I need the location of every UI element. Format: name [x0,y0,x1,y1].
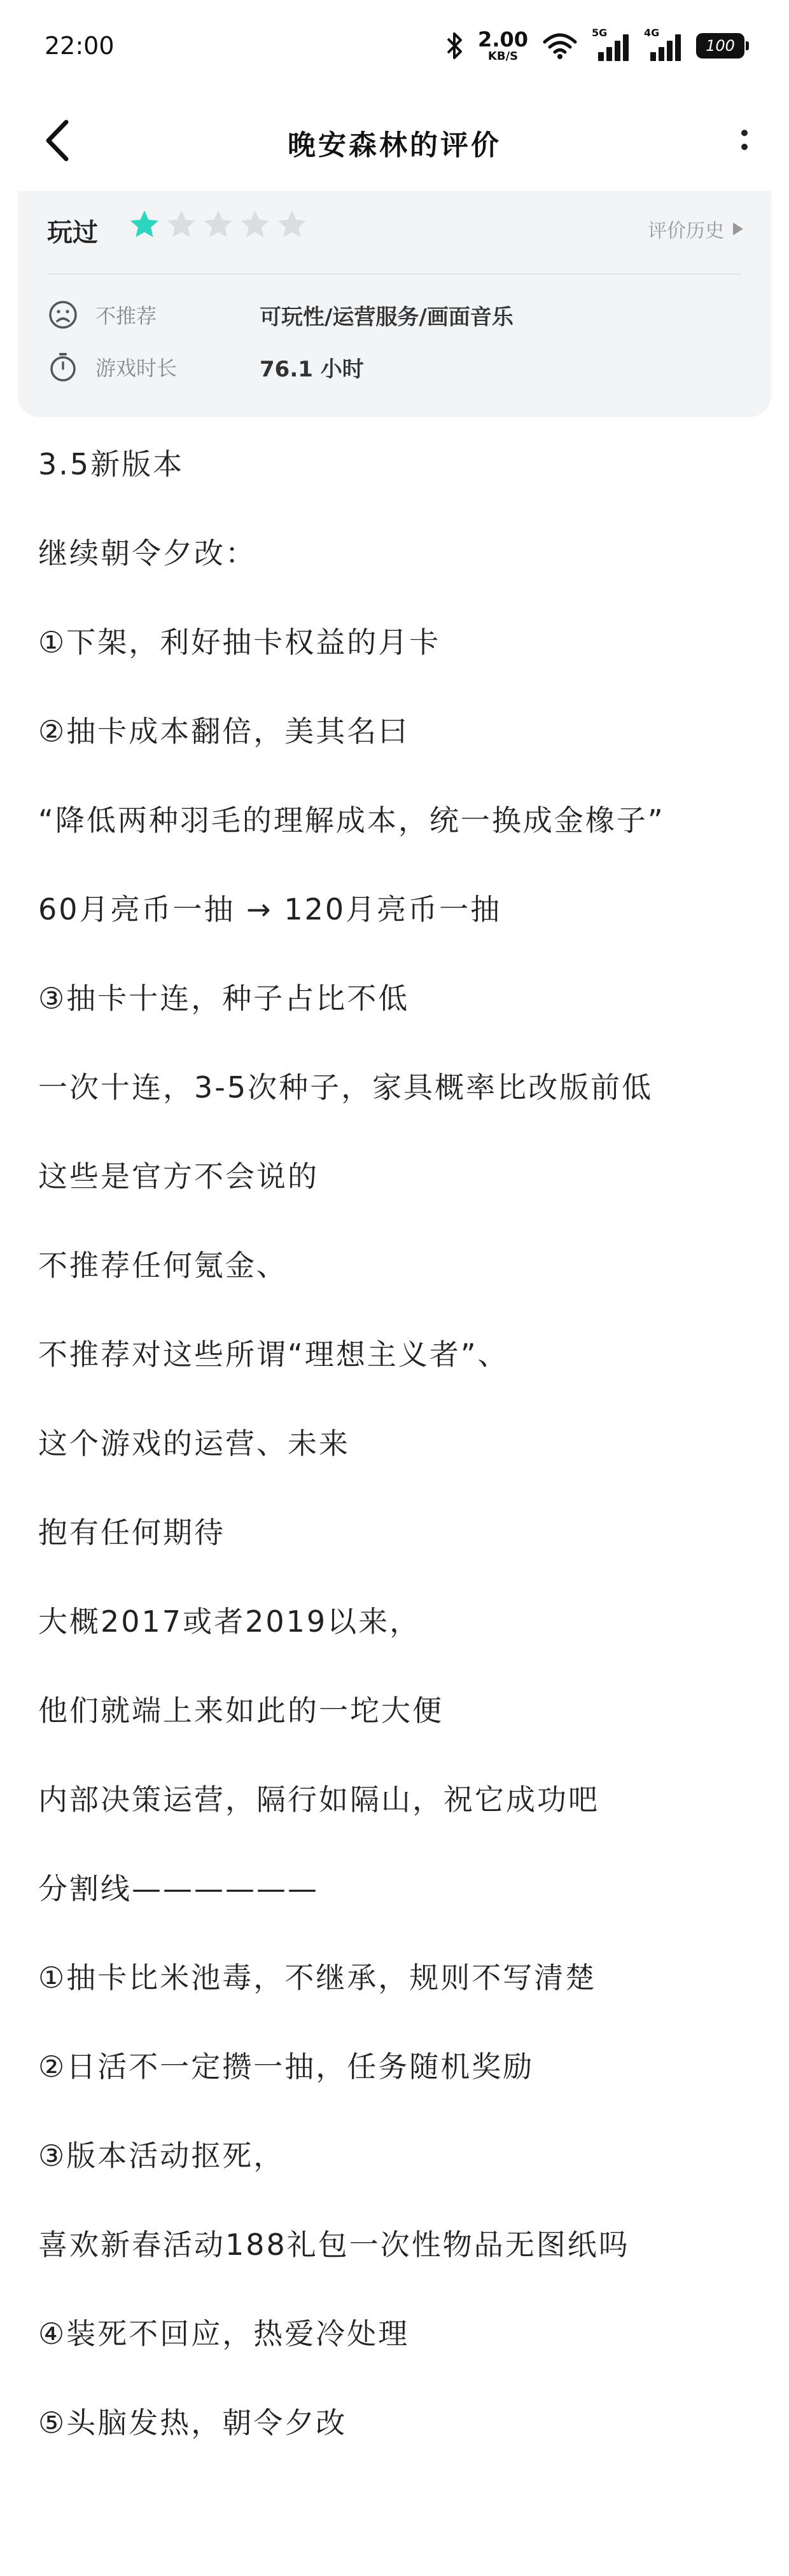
signal-4g-tag: 4G [644,27,660,39]
review-paragraph: ①下架，利好抽卡权益的月卡 [38,625,441,659]
status-icons [445,28,744,64]
review-paragraph: ③抽卡十连，种子占比不低 [38,981,410,1016]
played-label: 玩过 [47,218,98,247]
review-paragraph: ②日活不一定攒一抽，任务随机奖励 [38,2049,534,2084]
review-paragraph: 3.5新版本 [38,447,185,481]
review-paragraph: 这些是官方不会说的 [38,1159,319,1194]
play-triangle-icon [733,223,743,235]
star-filled-icon [129,209,160,240]
review-paragraph: ②抽卡成本翻倍，美其名曰 [38,714,410,748]
star-empty-icon [239,209,271,240]
more-options-button[interactable] [732,121,757,159]
network-speed [478,29,528,62]
review-paragraph: ①抽卡比米池毒，不继承，规则不写清楚 [38,1960,597,1995]
bluetooth-icon [445,30,464,62]
star-empty-icon [165,209,197,240]
more-dot-icon [741,144,748,150]
review-paragraph: 内部决策运营，隔行如隔山，祝它成功吧 [38,1782,599,1817]
star-empty-icon [276,209,308,240]
star-empty-icon [202,209,234,240]
recommend-row [47,299,513,331]
review-paragraph: 60月亮币一抽 → 120月亮币一抽 [38,892,502,926]
status-bar [0,0,789,95]
playtime-row [47,351,364,383]
recommend-value: 可玩性/运营服务/画面音乐 [260,304,513,330]
review-paragraph: 这个游戏的运营、未来 [38,1426,350,1461]
review-history-label: 评价历史 [648,220,724,242]
wifi-icon [542,32,578,60]
status-time: 22:00 [45,32,115,60]
review-paragraph: 他们就端上来如此的一坨大便 [38,1693,443,1728]
review-paragraph: ④装死不回应，热爱冷处理 [38,2317,410,2351]
review-paragraph: 分割线—————— [38,1871,319,1906]
battery-level: 100 [706,37,735,55]
signal-5g-tag: 5G [592,27,608,39]
network-speed-value: 2.00 [478,27,528,52]
more-dot-icon [741,130,748,136]
review-paragraph: 不推荐任何氪金、 [38,1248,288,1283]
battery-icon [696,33,744,59]
header [0,95,789,184]
stopwatch-icon [47,351,79,383]
review-paragraph: 抱有任何期待 [38,1515,225,1550]
review-paragraph: 不推荐对这些所谓“理想主义者”、 [38,1337,509,1372]
playtime-label: 游戏时长 [95,356,178,380]
signal-4g-icon [644,27,682,61]
signal-5g-icon [592,27,630,61]
review-summary-card [18,191,771,417]
review-paragraph: ③版本活动抠死， [38,2139,285,2173]
sad-face-icon [47,299,79,331]
review-paragraph: “降低两种羽毛的理解成本，统一换成金橡子” [38,803,665,837]
review-paragraph: 大概2017或者2019以来， [38,1604,421,1639]
review-paragraph: ⑤头脑发热，朝令夕改 [38,2406,347,2440]
review-history-link[interactable] [648,215,743,243]
rating-stars [129,209,308,240]
review-content [38,439,757,2486]
review-paragraph: 继续朝令夕改： [38,536,256,570]
network-speed-unit: KB/S [487,50,519,63]
recommend-label: 不推荐 [95,304,157,328]
review-paragraph: 喜欢新春活动188礼包一次性物品无图纸吗 [38,2228,630,2262]
review-paragraph: 一次十连，3-5次种子，家具概率比改版前低 [38,1070,653,1105]
playtime-value: 76.1 小时 [260,356,364,382]
page-title: 晚安森林的评价 [288,129,501,162]
card-divider [47,273,742,275]
